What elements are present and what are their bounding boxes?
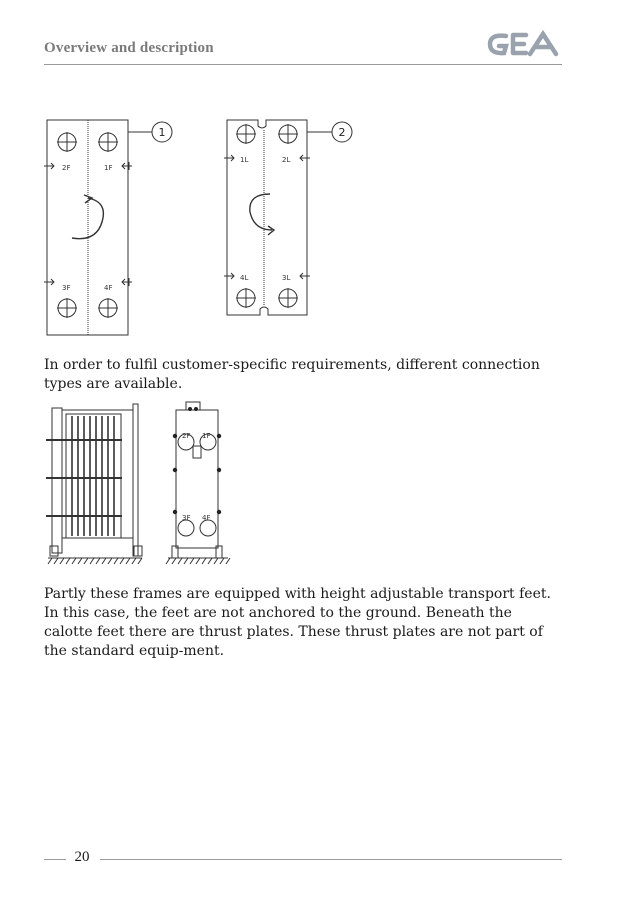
callout-2: 2 — [338, 126, 346, 139]
front-port-bottom-right — [200, 520, 216, 536]
paragraph-connection-types: In order to fulfil customer-specific requirements, different connection types are available. — [44, 357, 540, 392]
front-port-label: 1F — [202, 432, 211, 440]
plate-diagram-2 — [220, 110, 370, 325]
plate-1-port-top-left — [57, 132, 77, 152]
front-port-label: 3F — [182, 514, 191, 522]
callout-1: 1 — [158, 126, 166, 139]
page-number: 20 — [74, 849, 90, 865]
front-port-label: 4F — [202, 514, 211, 522]
plate-2-port-bottom-right — [278, 288, 298, 308]
plate-1-port-label: 1F — [104, 164, 113, 172]
footer-rule-right — [100, 859, 562, 860]
plate-2-port-label: 3L — [282, 274, 291, 282]
paragraph-transport-feet: Partly these frames are equipped with height adjustable transport feet. In this case, the feet are not anchored to the ground. Beneath the calotte feet there are thrust plates. These thrust plates are not part of the standard equip-ment. — [44, 586, 551, 659]
plate-1-port-bottom-left — [57, 298, 77, 318]
front-port-bottom-left — [178, 520, 194, 536]
plate-1-port-top-right — [98, 132, 118, 152]
plate-2-outline — [227, 120, 307, 315]
plate-2-port-label: 2L — [282, 156, 291, 164]
plate-1-port-label: 3F — [62, 284, 71, 292]
plate-2-port-top-right — [278, 124, 298, 144]
plate-1-port-label: 2F — [62, 164, 71, 172]
section-title: Overview and description — [44, 40, 214, 56]
plate-2-port-label: 4L — [240, 274, 249, 282]
gea-logo — [486, 30, 564, 58]
plate-1-port-bottom-right — [98, 298, 118, 318]
plate-2-port-bottom-left — [236, 288, 256, 308]
frame-front-view — [162, 400, 242, 572]
plate-1-port-label: 4F — [104, 284, 113, 292]
plate-diagram-1 — [40, 110, 190, 345]
footer-rule-left — [44, 859, 66, 860]
plate-2-port-top-left — [236, 124, 256, 144]
frame-side-view — [40, 400, 152, 572]
front-port-label: 2F — [182, 432, 191, 440]
header-rule — [44, 64, 562, 65]
plate-2-port-label: 1L — [240, 156, 249, 164]
